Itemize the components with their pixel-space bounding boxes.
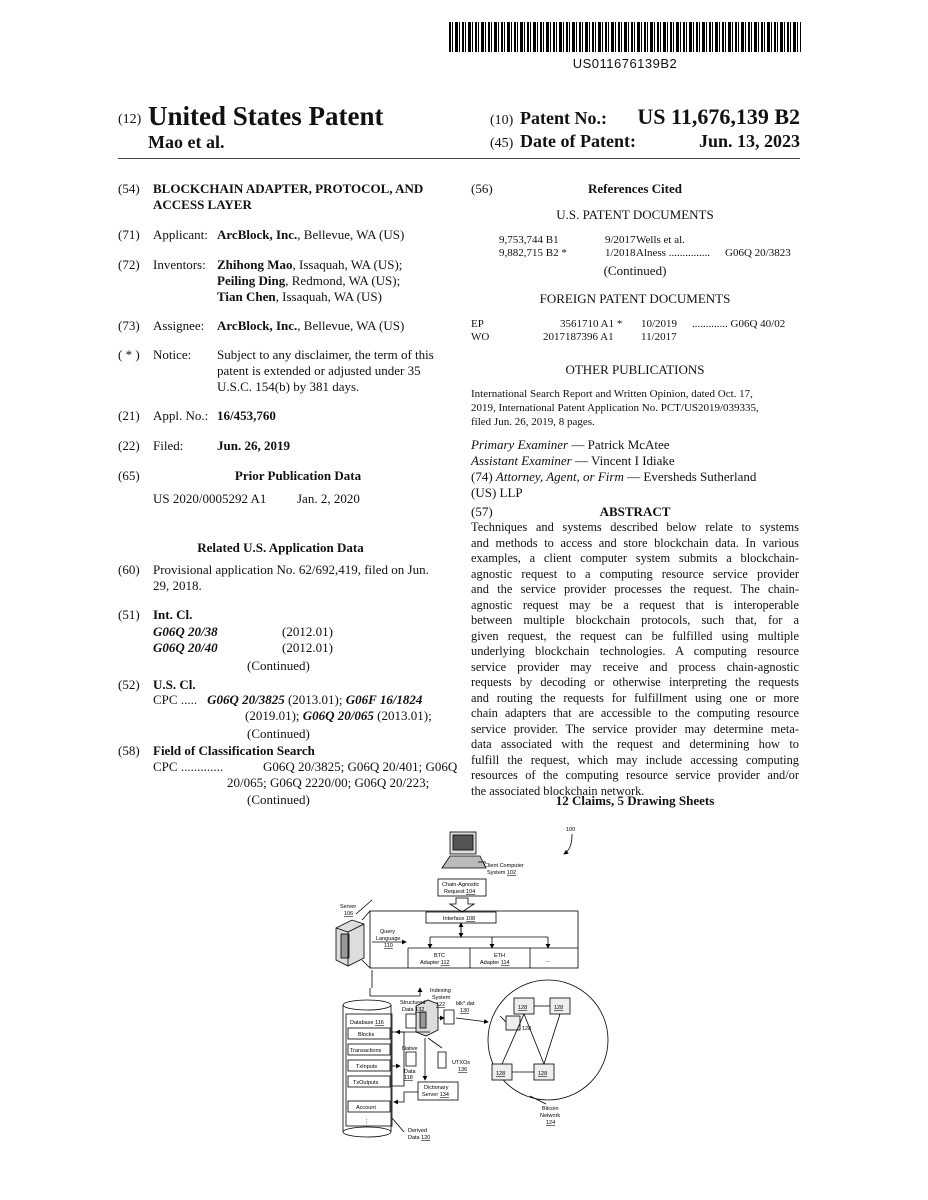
us-cl-a: G06Q 20/3825 [207,692,285,707]
fig-derived-l2-text: Data [408,1135,422,1141]
applicant-value [217,227,404,243]
fig-eth-l2-text: Adapter [480,960,501,966]
primary-examiner [471,437,670,453]
foreign-1-date: 10/2019 [641,318,678,330]
fig-idx-l2: System [432,995,451,1001]
abstract-line: data associated with the request and determining how to [471,737,799,751]
server-icon [336,920,364,966]
us-cl-continued: (Continued) [247,726,310,741]
header-divider [118,158,800,159]
fig-struct-l1: Structured [400,1000,426,1006]
us-doc-2-class: G06Q 20/3823 [725,247,791,259]
field-65-code: (65) [118,468,140,483]
field-73-code: (73) [118,318,140,333]
fig-dict-num: 134 [439,1092,449,1098]
fig-eth-l2 [480,960,510,966]
fig-node-5: 128 [522,1026,532,1032]
us-docs-continued: (Continued) [603,263,667,278]
filed-value: Jun. 26, 2019 [217,438,290,453]
foreign-2-country: WO [471,331,490,343]
assistant-examiner [471,453,675,469]
fig-dict-l2 [422,1092,449,1098]
fig-native-num: 118 [404,1075,413,1081]
inventor-1-name: Zhihong Mao [217,257,293,272]
foreign-2-number: 2017187396 A1 [543,331,614,343]
fig-idx-num: 122 [436,1002,446,1008]
us-cl-cpc: CPC ..... [153,692,198,707]
notice-line1: Subject to any disclaimer, the term of this [217,347,434,362]
abstract-line: underlying blockchain technologies. A computing resource [471,644,799,658]
fig-table-transactions: Transactions [350,1048,382,1054]
bitcoin-network [488,980,608,1100]
fig-node-3: 128 [496,1071,506,1077]
field-71-code: (71) [118,227,140,242]
foreign-1-class: ............. G06Q 40/02 [692,318,786,330]
prior-pub-date: Jan. 2, 2020 [297,491,360,506]
inventor-1-location: , Issaquah, WA (US); [292,257,403,272]
fig-ql-l2: Language [376,936,401,942]
patent-no-label: Patent No.: [520,108,607,128]
assignee-name: ArcBlock, Inc. [217,318,298,333]
native-data-doc [406,1052,416,1066]
barcode [449,22,801,52]
fig-ql-l1: Query [380,929,395,935]
notice-code: ( * ) [118,347,140,362]
int-cl-label: Int. Cl. [153,607,193,622]
references-heading: References Cited [588,181,682,196]
fig-vdots: ⋮ [364,1119,370,1125]
fig-node-1: 128 [518,1005,528,1011]
assignee-value [217,318,404,334]
us-doc-1-number: 9,753,744 B1 [499,234,559,246]
fig-struct-num: 132 [415,1007,425,1013]
fig-interface [443,916,475,922]
fig-request-l2-text: Request [444,889,467,895]
field-52-code: (52) [118,677,140,692]
fig-utxo-l1: UTXOs [452,1060,471,1066]
inventor-3-name: Tian Chen [217,289,276,304]
assistant-examiner-name: — Vincent I Idiake [571,453,675,468]
fig-client-l1: Client Computer [484,863,524,869]
applicant-name: ArcBlock, Inc. [217,227,298,242]
field-51-code: (51) [118,607,140,622]
other-pub-line3: filed Jun. 26, 2019, 8 pages. [471,416,595,428]
us-cl-b: G06F 16/1824 [345,692,423,707]
invention-title-line2: ACCESS LAYER [153,197,252,212]
fig-table-txoutputs: TxOutputs [353,1080,379,1086]
fig-struct-l2 [402,1007,424,1013]
appl-no-label: Appl. No.: [153,408,209,423]
abstract-line: resources of the computing resource service provider and/or [471,768,799,782]
inventors-label: Inventors: [153,257,206,272]
abstract-line: and the service provider processes the request. The chain- [471,582,799,596]
abstract-line: Techniques and systems described below relate to systems [471,520,799,534]
fig-ql-num: 110 [384,943,393,949]
abstract-line: and routing the requests for fulfillment using one or more [471,690,799,705]
fig-client-l2 [487,870,516,876]
abstract-heading: ABSTRACT [599,504,671,519]
fig-native-l1: Native [402,1046,418,1052]
attorney-code: (74) [471,469,496,484]
fig-derived-l2 [408,1135,430,1141]
fig-blk-num: 130 [460,1008,470,1014]
fig-derived-l1: Derived [408,1128,427,1134]
fig-more: ... [546,958,551,964]
filed-label: Filed: [153,438,184,453]
fig-interface-num: 108 [465,916,476,922]
fig-interface-text: Interface [443,916,466,922]
abstract-line: between multiple blockchain protocols, such that, for a [471,613,799,627]
us-doc-1-date: 9/2017 [605,234,636,246]
invention-title-line1: BLOCKCHAIN ADAPTER, PROTOCOL, AND [153,181,424,196]
abstract-line: chain adapters that are accessible to the computing resource [471,706,799,720]
inventor-2-location: , Redmond, WA (US); [285,273,401,288]
int-cl-2-date: (2012.01) [282,640,333,655]
attorney-label: Attorney, Agent, or Firm [495,469,624,484]
fig-node-2: 128 [554,1005,564,1011]
fig-table-txinputs: TxInputs [356,1064,378,1070]
fig-eth-l1: ETH [494,953,505,959]
fig-dict-l2-text: Server [422,1092,440,1098]
us-doc-2-name: Alness ............... [636,247,710,259]
abstract-line: agnostic request to a computing resource service provider [471,566,799,581]
fig-net-l1: Bitcoin [542,1106,559,1112]
field-search-label: Field of Classification Search [153,743,315,758]
abstract-body [471,520,799,799]
patent-title: United States Patent [148,101,384,131]
inventor-2 [217,273,400,289]
field-search-continued: (Continued) [247,792,310,807]
patent-number: US 11,676,139 B2 [637,104,800,129]
fig-btc-num: 112 [440,960,450,966]
assistant-examiner-label: Assistant Examiner [471,453,572,468]
fig-node-4: 128 [538,1071,548,1077]
applicant-label: Applicant: [153,227,208,242]
blk-dat-doc [444,1010,454,1024]
foreign-heading: FOREIGN PATENT DOCUMENTS [539,291,731,306]
code-12: (12) [118,112,142,127]
inventor-3-location: , Issaquah, WA (US) [275,289,382,304]
figure-1 [320,820,630,1150]
abstract-line: given request, the request can be fulfilled using multiple [471,628,799,643]
fig-client-num: 102 [506,870,517,876]
us-doc-2-number: 9,882,715 B2 * [499,247,567,259]
inventor-1 [217,257,402,273]
field-search-line1: G06Q 20/3825; G06Q 20/401; G06Q [263,759,458,774]
us-cl-c: G06Q 20/065 [302,708,374,723]
us-docs-heading: U.S. PATENT DOCUMENTS [556,207,714,222]
fig-utxo-num: 136 [458,1067,468,1073]
field-54-code: (54) [118,181,140,196]
field-56-code: (56) [471,181,493,196]
us-cl-line1 [153,692,422,708]
field-60-code: (60) [118,562,140,577]
inventor-2-name: Peiling Ding [217,273,286,288]
abstract-line: service provider. The service provider may determine meta- [471,721,799,736]
primary-examiner-label: Primary Examiner [471,437,569,452]
us-doc-2-date: 1/2018 [605,247,636,259]
fig-derived-num: 120 [421,1135,431,1141]
notice-line2: patent is extended or adjusted under 35 [217,363,421,378]
fig-btc-l2-text: Adapter [420,960,441,966]
field-57-code: (57) [471,504,493,519]
fig-blk-l1: blk*.dat [456,1001,475,1007]
appl-no-value: 16/453,760 [217,408,276,423]
fig-net-num: 124 [546,1120,556,1126]
fig-request-l2 [444,889,475,895]
abstract-line: examples, a client computer system submits a blockchain- [471,551,799,565]
foreign-1-country: EP [471,318,484,330]
notice-label: Notice: [153,347,192,362]
fig-struct-l2-text: Data [402,1007,416,1013]
inventor-3 [217,289,382,305]
code-45: (45) [490,136,514,151]
date-label: Date of Patent: [520,131,636,151]
foreign-1-number: 3561710 A1 * [560,318,623,330]
other-pub-line2: 2019, International Patent Application No. PCT/US2019/039335, [471,402,759,414]
us-cl-label: U.S. Cl. [153,677,196,692]
us-cl-a-date: (2013.01); [284,692,346,707]
fig-native-l2: Data [404,1069,416,1075]
int-cl-continued: (Continued) [247,658,310,673]
abstract-line: the associated blockchain network. [471,783,645,798]
fig-idx-l1: Indexing [430,988,451,994]
attorney-name: — Eversheds Sutherland [623,469,757,484]
prior-pub-heading: Prior Publication Data [234,468,362,483]
related-heading: Related U.S. Application Data [197,540,364,555]
fig-client-l2-text: System [487,870,507,876]
field-22-code: (22) [118,438,140,453]
provisional-line2: 29, 2018. [153,578,202,593]
inventors-short: Mao et al. [148,132,225,152]
abstract-line: and methods to access and store blockchain data. In various [471,535,799,550]
ref-100-arrow [564,834,572,854]
structured-data-doc [406,1014,416,1028]
assignee-location: , Bellevue, WA (US) [297,318,405,333]
fig-table-account: Account [356,1105,376,1111]
int-cl-2: G06Q 20/40 [153,640,218,655]
us-doc-1-name: Wells et al. [636,234,685,246]
notice-line3: U.S.C. 154(b) by 381 days. [217,379,360,394]
fig-server-num: 106 [344,911,354,917]
fig-db-label [350,1020,384,1026]
us-cl-b-date: (2019.01); [245,708,303,723]
field-search-line2: 20/065; G06Q 2220/00; G06Q 20/223; [227,775,430,790]
us-cl-line2 [245,708,432,724]
fig-db-label-text: Database [350,1020,376,1026]
other-pubs-heading: OTHER PUBLICATIONS [565,362,705,377]
patent-date: Jun. 13, 2023 [698,131,800,151]
fig-eth-num: 114 [500,960,510,966]
fig-btc-l1: BTC [434,953,445,959]
abstract-line: requests by decoding or otherwise interpreting the requests [471,675,799,689]
claims-count: 12 Claims, 5 Drawing Sheets [555,793,715,808]
abstract-line: agnostic request may be a request that is interoperable [471,597,799,612]
other-pub-line1: International Search Report and Written Opinion, dated Oct. 17, [471,388,753,400]
field-search-cpc: CPC ............. [153,759,224,774]
attorney [471,469,756,485]
fig-net-l2: Network [540,1113,561,1119]
abstract-line: service provider may receive and process chain-agnostic [471,659,799,674]
fig-ref-100: 100 [566,827,576,833]
field-21-code: (21) [118,408,140,423]
abstract-line: fulfill the request, which may include accessing computing [471,752,799,767]
field-58-code: (58) [118,743,140,758]
assignee-label: Assignee: [153,318,205,333]
fig-request-l1: Chain-Agnostic [442,882,480,888]
fig-db-num: 116 [375,1020,384,1026]
client-computer-icon [442,832,486,868]
fig-btc-l2 [420,960,450,966]
applicant-location: , Bellevue, WA (US) [297,227,405,242]
int-cl-1-date: (2012.01) [282,624,333,639]
field-72-code: (72) [118,257,140,272]
us-cl-c-date: (2013.01); [373,708,432,723]
utxo-doc [438,1052,446,1068]
int-cl-1: G06Q 20/38 [153,624,218,639]
provisional-line1: Provisional application No. 62/692,419, filed on Jun. [153,562,429,577]
foreign-2-date: 11/2017 [641,331,677,343]
attorney-line2: (US) LLP [471,485,523,500]
fig-request-num: 104 [466,889,476,895]
prior-pub-number: US 2020/0005292 A1 [153,491,267,506]
code-10: (10) [490,113,514,128]
fig-dict-l1: Dictionary [424,1085,449,1091]
fig-table-blocks: Blocks [358,1032,375,1038]
barcode-number: US011676139B2 [572,56,678,71]
primary-examiner-name: — Patrick McAtee [568,437,670,452]
request-arrow [450,898,474,912]
fig-server-label: Server [340,904,357,910]
